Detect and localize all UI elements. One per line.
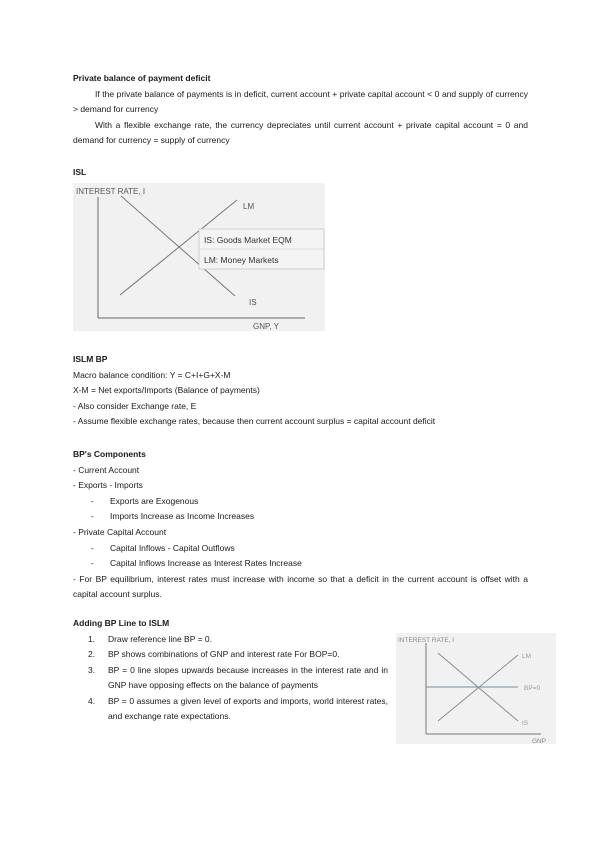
components-private-capital: - Private Capital Account <box>73 526 167 537</box>
list-item-text: Capital Inflows - Capital Outflows <box>110 542 235 553</box>
islm-bp-line-2: X-M = Net exports/Imports (Balance of payments) <box>73 385 260 396</box>
list-item-text: BP = 0 line slopes upwards because increases in the interest rate and in GNP have opposing effects on the balance of payments <box>108 664 388 691</box>
islm-bp-heading: ISLM BP <box>73 354 108 364</box>
deficit-paragraph-1: If the private balance of payments is in deficit, current account + private capital account < 0 and supply of currency > demand for currency <box>73 88 528 115</box>
isl-legend-is: IS: Goods Market EQM <box>204 235 292 245</box>
components-equilibrium: - For BP equilibrium, interest rates must increase with income so that a deficit in the current account is offset with a capital account surplus. <box>73 573 528 600</box>
islm-bp-line-4: - Assume flexible exchange rates, because then current account surplus = capital account deficit <box>73 416 436 427</box>
islm-bp-section <box>73 352 528 430</box>
isl-x-axis-label: GNP, Y <box>253 322 279 331</box>
list-item <box>88 694 388 725</box>
bp-lm-label: LM <box>522 653 532 660</box>
isl-legend-lm: LM: Money Markets <box>204 255 279 265</box>
list-item-number: 4. <box>88 695 96 706</box>
list-item-number: 3. <box>88 664 96 675</box>
list-item-text: BP = 0 assumes a given level of exports and imports, world interest rates, and exchange rate expectations. <box>108 695 388 722</box>
isl-y-axis-label: INTEREST RATE, I <box>76 187 146 196</box>
isl-heading-wrap <box>73 165 528 181</box>
isl-heading: ISL <box>73 167 87 177</box>
components-exports-imports: - Exports - Imports <box>73 480 143 491</box>
isl-figure <box>73 183 325 331</box>
list-item-number: 2. <box>88 649 96 660</box>
list-item <box>88 663 388 694</box>
deficit-section <box>73 71 528 149</box>
list-item <box>88 647 388 662</box>
islm-bp-line-3: - Also consider Exchange rate, E <box>73 400 197 411</box>
list-item: - Capital Inflows Increase as Interest Rates Increase <box>91 558 302 569</box>
isl-is-label: IS <box>249 298 257 307</box>
bp-x-axis-label: GNP <box>532 738 547 744</box>
list-item <box>88 632 388 647</box>
list-item: - Imports Increase as Income Increases <box>91 511 255 522</box>
adding-heading-wrap <box>73 616 528 632</box>
deficit-paragraph-2: With a flexible exchange rate, the currency depreciates until current account + private capital account = 0 and demand for currency = supply of currency <box>73 119 528 146</box>
bp-is-label: IS <box>522 720 529 727</box>
list-item-number: 1. <box>88 634 96 644</box>
list-item-text: Draw reference line BP = 0. <box>108 634 213 644</box>
components-heading: BP's Components <box>73 449 146 459</box>
isl-lm-label: LM <box>243 202 255 211</box>
deficit-heading: Private balance of payment deficit <box>73 73 211 83</box>
adding-heading: Adding BP Line to ISLM <box>73 618 170 628</box>
list-item-text: Exports are Exogenous <box>110 495 199 506</box>
components-current-account: - Current Account <box>73 464 140 475</box>
islm-bp-line-1: Macro balance condition: Y = C+I+G+X-M <box>73 369 231 380</box>
list-item-text: Capital Inflows Increase as Interest Rates Increase <box>110 558 302 569</box>
bp-figure <box>396 633 556 744</box>
components-section <box>73 447 528 603</box>
list-item-text: Imports Increase as Income Increases <box>110 511 255 522</box>
list-item: - Exports are Exogenous <box>91 495 199 506</box>
bp-zero-label: BP=0 <box>524 685 541 692</box>
list-item-text: BP shows combinations of GNP and interest rate For BOP=0. <box>108 649 340 660</box>
list-item: - Capital Inflows - Capital Outflows <box>91 542 235 553</box>
bp-y-axis-label: INTEREST RATE, I <box>398 637 455 644</box>
adding-steps-list <box>88 632 388 724</box>
